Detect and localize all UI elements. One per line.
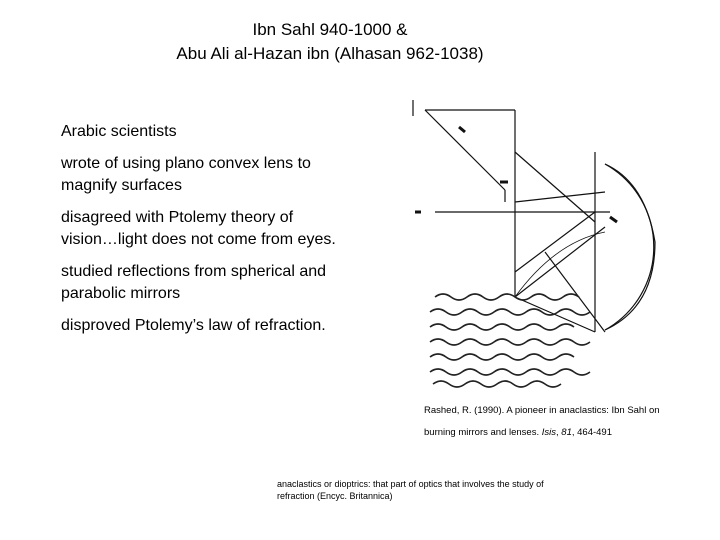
reference-citation [424, 400, 684, 444]
reference-volume: 81 [561, 427, 572, 438]
reference-pages: , 464-491 [571, 427, 613, 438]
reference-separator: , [556, 427, 562, 438]
bullet-item: Arabic scientists [61, 123, 177, 140]
manuscript-diagram-drawing [405, 92, 685, 392]
bullet-item: studied reflections from spherical and parabolic mirrors [61, 263, 327, 302]
manuscript-diagram-image [405, 92, 685, 392]
bullet-list [61, 121, 351, 347]
title-line-1: Ibn Sahl 940-1000 & [252, 20, 408, 39]
bullet-item: disproved Ptolemy’s law of refraction. [61, 317, 326, 334]
slide-title [0, 18, 660, 66]
footnote: anaclastics or dioptrics: that part of optics that involves the study of refraction (Encyc. Britannica) [277, 479, 544, 501]
reference-journal: Isis [541, 427, 556, 438]
bullet-item: disagreed with Ptolemy theory of vision…light does not come from eyes. [61, 209, 336, 248]
bullet-item: wrote of using plano convex lens to magnify surfaces [61, 155, 311, 194]
reference-text: Rashed, R. (1990). A pioneer in anaclastics: Ibn Sahl on burning mirrors and lenses. [424, 405, 660, 438]
title-line-2: Abu Ali al-Hazan ibn (Alhasan 962-1038) [176, 44, 484, 63]
